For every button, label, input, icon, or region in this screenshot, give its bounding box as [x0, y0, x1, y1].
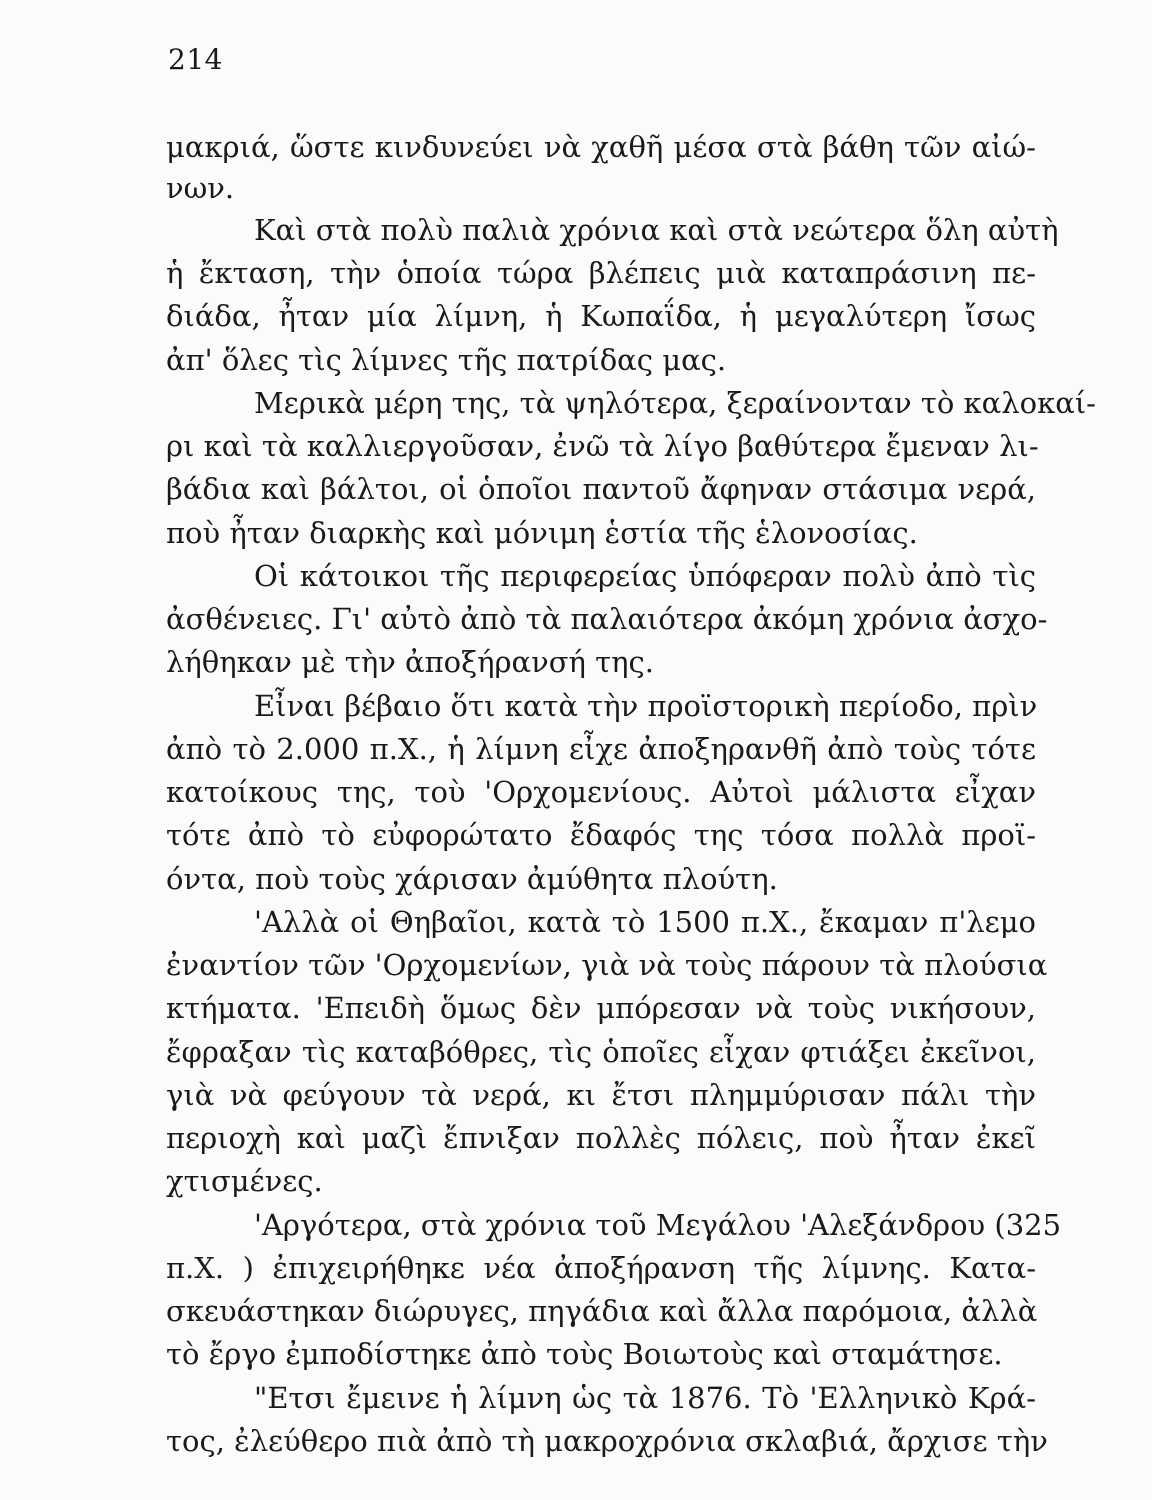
text-line: "Ετσι ἔμεινε ἡ λίμνη ὡς τὰ 1876. Τὸ 'Ελληνικὸ Κρά-: [254, 1381, 1036, 1415]
text-line: κατοίκους της, τοὺ 'Ορχομενίους. Αὐτοὶ μάλιστα εἶχαν: [166, 775, 1036, 809]
text-line: 'Αργότερα, στὰ χρόνια τοῦ Μεγάλου 'Αλεξάνδρου (325: [254, 1208, 1062, 1242]
text-line: τος, ἐλεύθερο πιὰ ἀπὸ τὴ μακροχρόνια σκλαβιά, ἄρχισε τὴν: [166, 1424, 1048, 1458]
text-line: Καὶ στὰ πολὺ παλιὰ χρόνια καὶ στὰ νεώτερα ὅλη αὐτὴ: [254, 213, 1059, 247]
text-line: διάδα, ἦταν μία λίμνη, ἡ Κωπαΐδα, ἡ μεγαλύτερη ἴσως: [166, 299, 1036, 333]
text-line: μακριά, ὥστε κινδυνεύει νὰ χαθῆ μέσα στὰ βάθη τῶν αἰώ-: [166, 130, 1036, 164]
text-line: ρι καὶ τὰ καλλιεργοῦσαν, ἐνῶ τὰ λίγο βαθύτερα ἔμεναν λι-: [166, 429, 1039, 463]
text-line: όντα, ποὺ τοὺς χάρισαν ἀμύθητα πλούτη.: [166, 862, 778, 896]
text-line: ἀπ' ὅλες τὶς λίμνες τῆς πατρίδας μας.: [166, 343, 727, 377]
page-number: 214: [168, 43, 223, 76]
text-line: Μερικὰ μέρη της, τὰ ψηλότερα, ξεραίνονταν τὸ καλοκαί-: [254, 386, 1096, 420]
text-line: κτήματα. 'Επειδὴ ὅμως δὲν μπόρεσαν νὰ τοὺς νικήσουν,: [166, 991, 1036, 1025]
text-line: νων.: [166, 171, 235, 205]
text-line: ἔφραξαν τὶς καταβόθρες, τὶς ὁποῖες εἶχαν φτιάξει ἐκεῖνοι,: [166, 1035, 1036, 1069]
text-line: χτισμένες.: [166, 1164, 323, 1198]
text-line: τότε ἀπὸ τὸ εὐφορώτατο ἔδαφός της τόσα πολλὰ προϊ-: [166, 818, 1036, 852]
text-line: γιὰ νὰ φεύγουν τὰ νερά, κι ἔτσι πλημμύρισαν πάλι τὴν: [166, 1078, 1036, 1112]
text-line: τὸ ἔργο ἐμποδίστηκε ἀπὸ τοὺς Βοιωτοὺς καὶ σταμάτησε.: [166, 1337, 1003, 1371]
text-line: λήθηκαν μὲ τὴν ἀποξήρανσή της.: [166, 645, 655, 679]
text-line: ποὺ ἦταν διαρκὴς καὶ μόνιμη ἑστία τῆς ἑλονοσίας.: [166, 516, 918, 550]
text-line: Εἶναι βέβαιο ὅτι κατὰ τὴν προϊστορικὴ περίοδο, πρὶν: [254, 689, 1038, 723]
text-line: ἀσθένειες. Γι' αὐτὸ ἀπὸ τὰ παλαιότερα ἀκόμη χρόνια ἀσχο-: [166, 602, 1048, 636]
text-line: ἐναντίον τῶν 'Ορχομενίων, γιὰ νὰ τοὺς πάρουν τὰ πλούσια: [166, 948, 1048, 982]
text-line: περιοχὴ καὶ μαζὶ ἔπνιξαν πολλὲς πόλεις, ποὺ ἦταν ἐκεῖ: [166, 1121, 1036, 1155]
text-line: σκευάστηκαν διώρυγες, πηγάδια καὶ ἄλλα παρόμοια, ἀλλὰ: [166, 1294, 1038, 1328]
text-line: βάδια καὶ βάλτοι, οἱ ὁποῖοι παντοῦ ἄφηναν στάσιμα νερά,: [166, 472, 1036, 506]
text-line: ἀπὸ τὸ 2.000 π.Χ., ἡ λίμνη εἶχε ἀποξηρανθῆ ἀπὸ τοὺς τότε: [166, 732, 1036, 766]
text-line: π.Χ. ) ἐπιχειρήθηκε νέα ἀποξήρανση τῆς λίμνης. Κατα-: [166, 1251, 1036, 1285]
text-line: Οἱ κάτοικοι τῆς περιφερείας ὑπόφεραν πολὺ ἀπὸ τὶς: [254, 559, 1036, 593]
text-line: 'Αλλὰ οἱ Θηβαῖοι, κατὰ τὸ 1500 π.Χ., ἔκαμαν π'λεμο: [254, 905, 1036, 939]
text-line: ἡ ἔκταση, τὴν ὁποία τώρα βλέπεις μιὰ καταπράσινη πε-: [166, 256, 1036, 290]
